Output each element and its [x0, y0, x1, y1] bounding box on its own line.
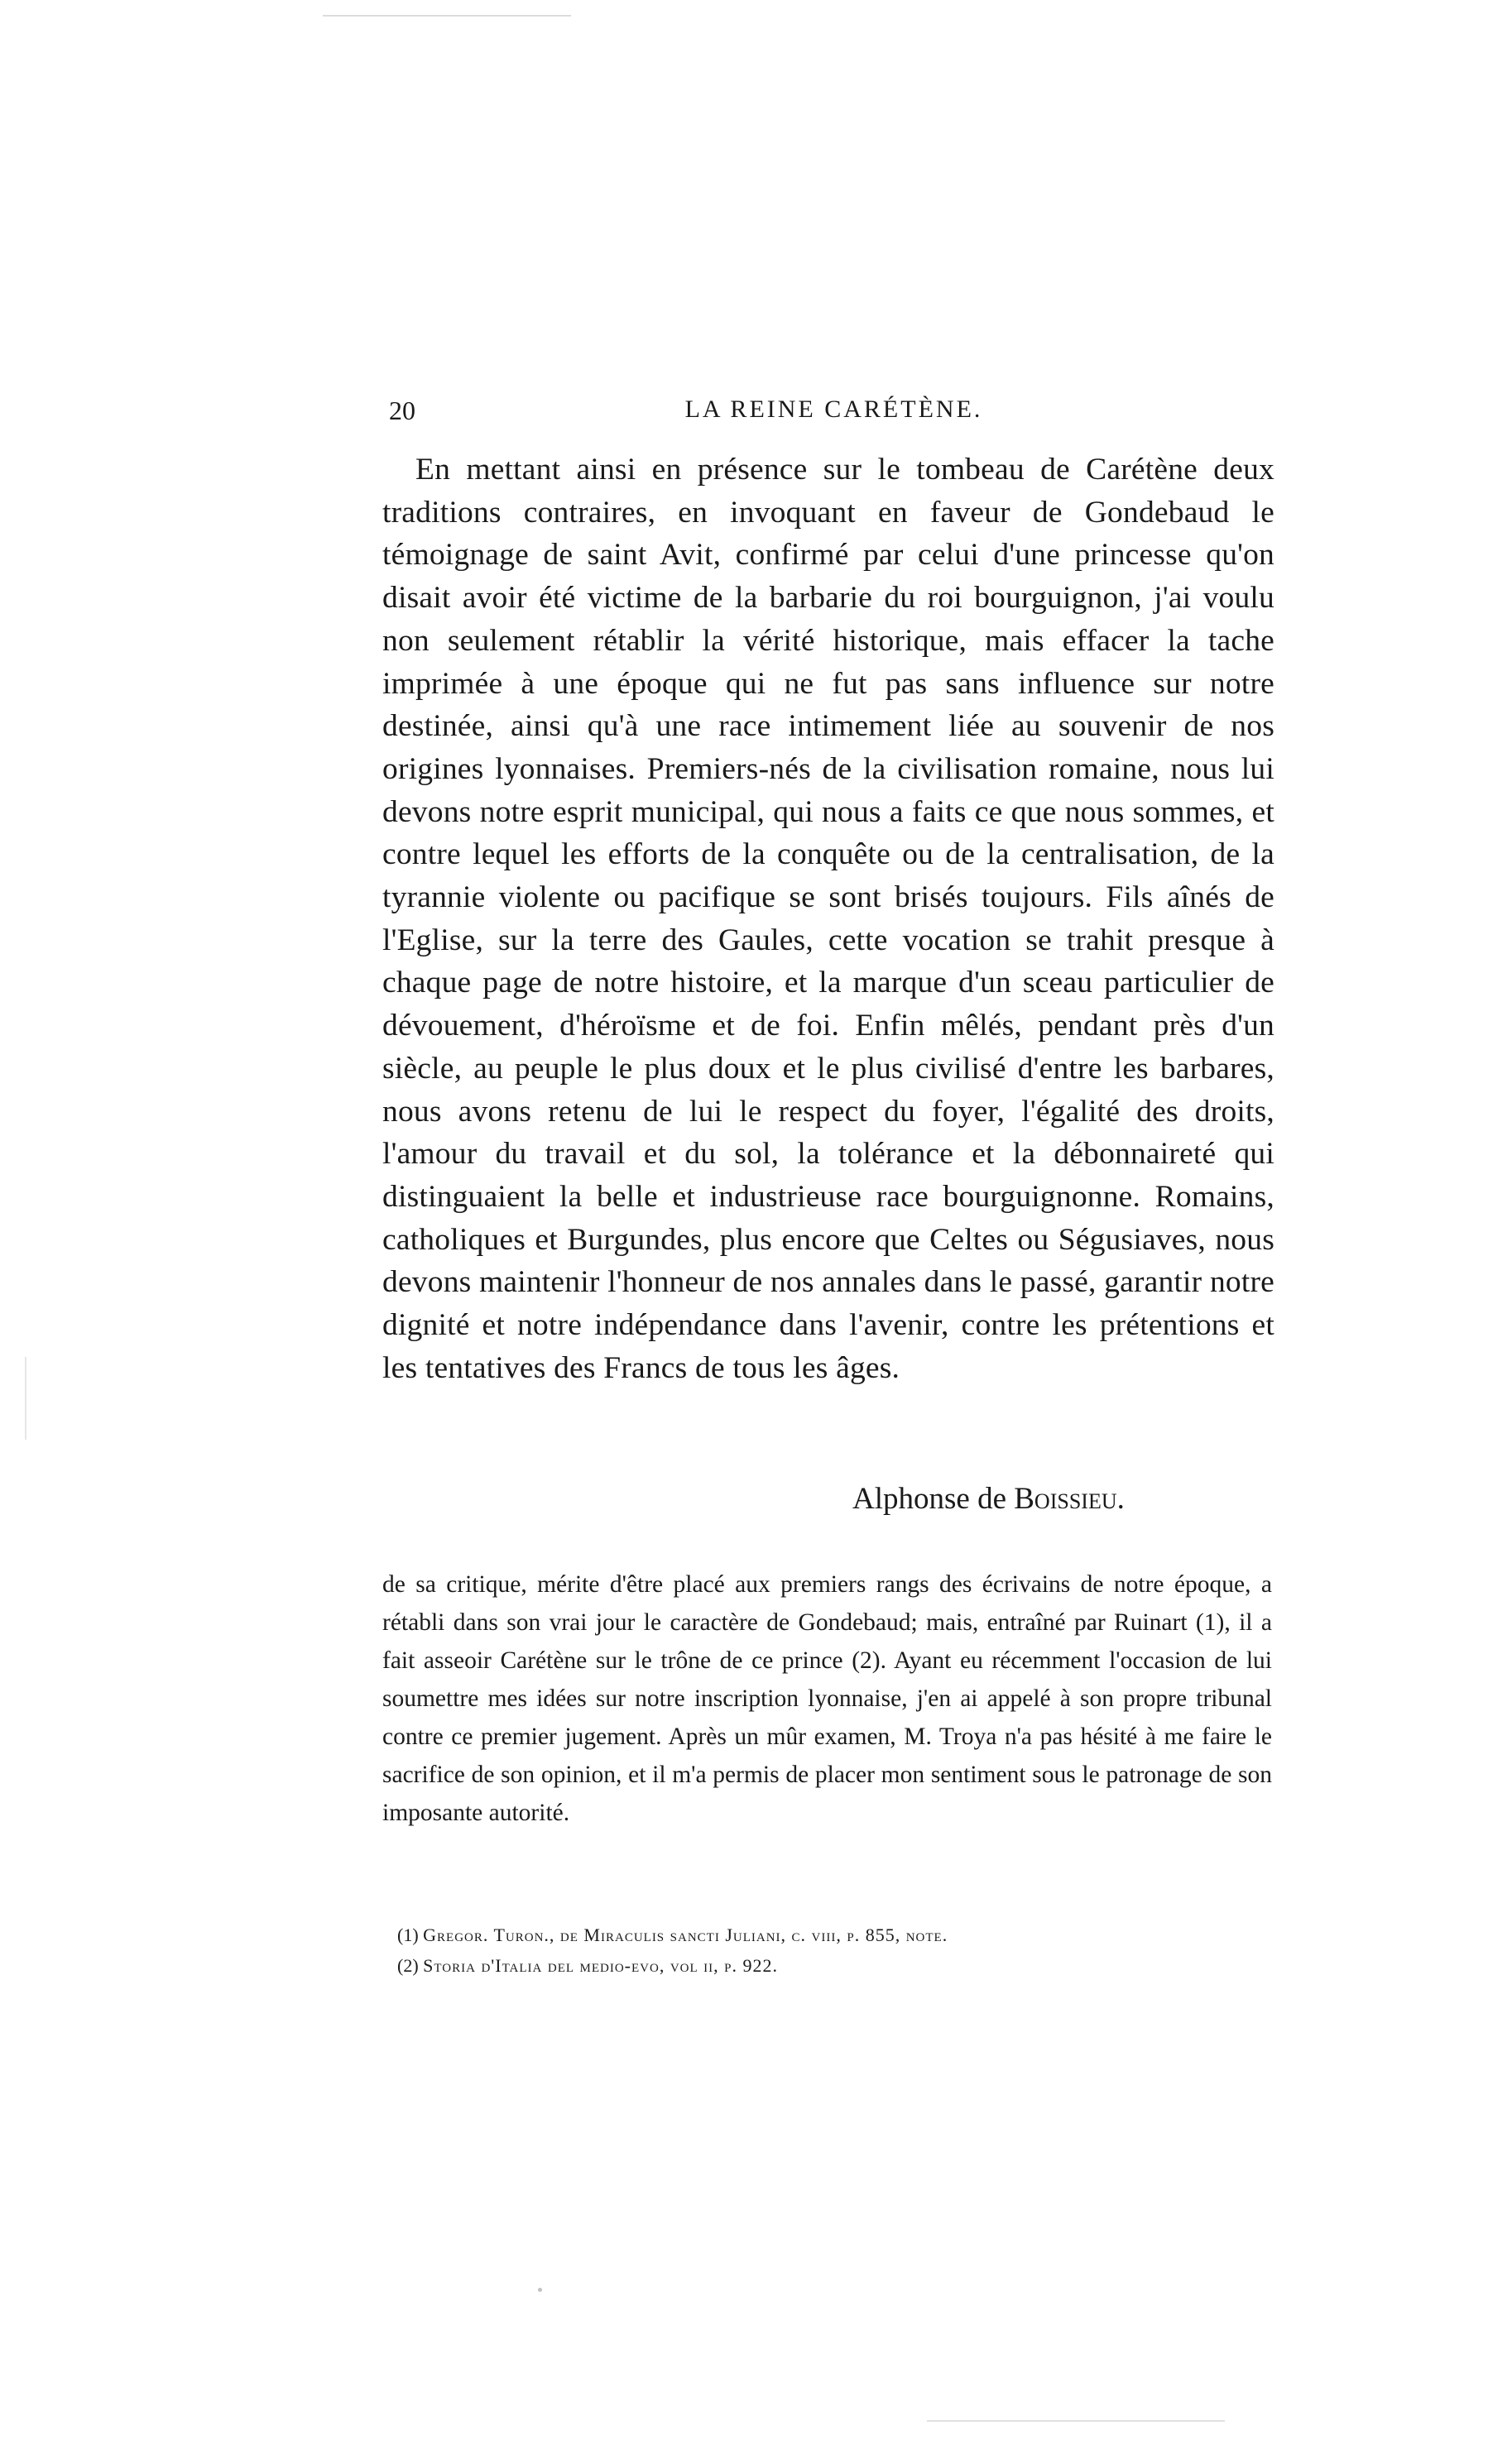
running-title: LA REINE CARÉTÈNE.	[684, 395, 983, 423]
main-paragraph: En mettant ainsi en présence sur le tombeau de Carétène deux traditions contraires, en invoquant en faveur de Gondebaud le témoignage de saint Avit, confirmé par celui d'une princesse qu'on disait avoir été victime de la barbarie du roi bourguignon, j'ai voulu non seulement rétablir la vérité historique, mais effacer la tache imprimée à une époque qui ne fut pas sans influence sur notre destinée, ainsi qu'à une race intimement liée au souvenir de nos origines lyonnaises. Premiers-nés de la civilisation romaine, nous lui devons notre esprit municipal, qui nous a faits ce que nous sommes, et contre lequel les efforts de la conquête ou de la centralisation, de la tyrannie violente ou pacifique se sont brisés toujours. Fils aînés de l'Eglise, sur la terre des Gaules, cette vocation se trahit presque à chaque page de notre histoire, et la marque d'un sceau particulier de dévouement, d'héroïsme et de foi. Enfin mêlés, pendant près d'un siècle, au peuple le plus doux et le plus civilisé d'entre les barbares, nous avons retenu de lui le respect du foyer, l'égalité des droits, l'amour du travail et du sol, la tolérance et la débonnaireté qui distinguaient la belle et industrieuse race bourguignonne. Romains, catholiques et Burgundes, plus encore que Celtes ou Ségusiaves, nous devons maintenir l'honneur de nos annales dans le passé, garantir notre dignité et notre indépendance dans l'avenir, contre les prétentions et les tentatives des Francs de tous les âges.	[382, 453, 1274, 1385]
author-signature	[852, 1481, 1125, 1517]
footnote-marker: (1)	[397, 1925, 424, 1945]
scan-mark-top	[323, 15, 571, 17]
footnote-item	[397, 1950, 1274, 1981]
scan-dot	[538, 2288, 542, 2292]
footnote-text: Gregor. Turon., de Miraculis sancti Juliani, c. viii, p. 855, note.	[423, 1925, 948, 1945]
note-continuation: de sa critique, mérite d'être placé aux premiers rangs des écrivains de notre époque, a rétabli dans son vrai jour le caractère de Gondebaud; mais, entraîné par Ruinart (1), il a fait asseoir Carétène sur le trône de ce prince (2). Ayant eu récemment l'occasion de lui soumettre mes idées sur notre inscription lyonnaise, j'en ai appelé à son propre tribunal contre ce premier jugement. Après un mûr examen, M. Troya n'a pas hésité à me faire le sacrifice de son opinion, et il m'a permis de placer mon sentiment sous le patronage de son imposante autorité.	[382, 1571, 1272, 1826]
scan-mark-left	[25, 1357, 26, 1440]
footnotes	[397, 1920, 1274, 1981]
page-header	[389, 395, 1279, 437]
footnote-item	[397, 1920, 1274, 1950]
signature-first-name: Alphonse de	[852, 1482, 1015, 1516]
scan-mark-bottom	[927, 2420, 1225, 2422]
page-number: 20	[389, 395, 415, 425]
signature-last-name: Boissieu.	[1014, 1482, 1125, 1516]
footnote-text: Storia d'Italia del medio-evo, vol ii, p. 922.	[423, 1955, 778, 1976]
footnote-marker: (2)	[397, 1955, 424, 1976]
